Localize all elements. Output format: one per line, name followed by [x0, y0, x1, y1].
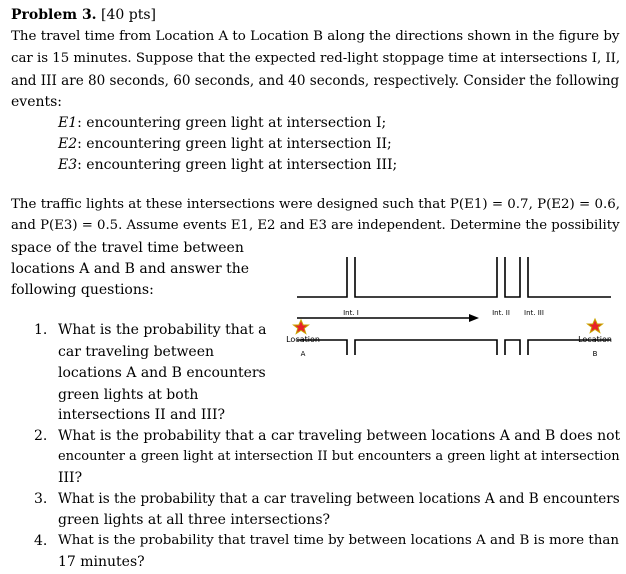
location-b-letter: B — [592, 350, 598, 358]
question-number: 1. — [34, 322, 48, 338]
question-2-line: encounter a green light at intersection II but encounters a green light at intersection — [58, 449, 620, 464]
location-a-star-icon — [294, 320, 309, 334]
question-1-line: car traveling between — [58, 344, 215, 360]
question-1-line: locations A and B encounters — [58, 365, 266, 381]
event-label: E2 — [58, 136, 78, 152]
int-1-label: Int. I — [343, 309, 359, 317]
question-number: 2. — [34, 428, 48, 444]
int-3-label: Int. III — [524, 309, 544, 317]
design-line: The traffic lights at these intersections were designed such that P(E1) = 0.7, P(E2) = 0.6, — [11, 197, 621, 212]
location-a-label: Location — [286, 335, 320, 344]
question-number: 3. — [34, 491, 48, 507]
location-b-star-icon — [588, 319, 603, 333]
event-text: : encountering green light at intersection I; — [77, 115, 387, 131]
problem-points: [40 pts] — [101, 7, 156, 23]
intro-line: events: — [11, 94, 63, 110]
question-4-line: 17 minutes? — [58, 554, 145, 570]
event-e1 — [58, 112, 386, 134]
problem-title: Problem 3. — [11, 7, 97, 23]
question-1-line: What is the probability that a — [58, 322, 267, 338]
event-text: : encountering green light at intersection III; — [77, 157, 398, 173]
event-label: E3 — [58, 157, 78, 173]
question-number: 4. — [34, 533, 48, 549]
road-edge — [355, 257, 497, 297]
intro-line: car is 15 minutes. Suppose that the expected red-light stoppage time at intersections I, II, — [11, 51, 621, 66]
question-4-line: What is the probability that travel time by between locations A and B is more than — [58, 533, 620, 548]
road-edge — [505, 257, 520, 297]
road-edge — [297, 257, 347, 297]
design-line: following questions: — [11, 282, 154, 298]
problem-header — [11, 4, 156, 26]
design-line: and P(E3) = 0.5. Assume events E1, E2 and E3 are independent. Determine the possibility — [11, 218, 620, 233]
intro-line: and III are 80 seconds, 60 seconds, and 40 seconds, respectively. Consider the following — [11, 73, 620, 89]
event-e2 — [58, 133, 392, 155]
intro-line: The travel time from Location A to Location B along the directions shown in the figure by — [11, 29, 620, 44]
road-diagram — [285, 255, 625, 365]
event-text: : encountering green light at intersection II; — [77, 136, 392, 152]
int-2-label: Int. II — [492, 309, 510, 317]
road-edge — [355, 340, 497, 355]
event-label: E1 — [58, 115, 78, 131]
road-edge — [505, 340, 520, 355]
question-1-line: intersections II and III? — [58, 407, 225, 423]
question-3-line: What is the probability that a car traveling between locations A and B encounters — [58, 491, 620, 507]
location-a-letter: A — [300, 350, 306, 358]
design-line: locations A and B and answer the — [11, 261, 250, 277]
direction-arrow-head — [469, 314, 479, 322]
design-line: space of the travel time between — [11, 240, 244, 256]
road-edge — [528, 257, 611, 297]
event-e3 — [58, 154, 397, 176]
question-2-line: What is the probability that a car traveling between locations A and B does not — [58, 428, 621, 444]
location-b-label: Location — [578, 335, 612, 344]
question-1-line: green lights at both — [58, 387, 199, 403]
question-2-line: III? — [58, 470, 83, 486]
question-3-line: green lights at all three intersections? — [58, 512, 331, 528]
